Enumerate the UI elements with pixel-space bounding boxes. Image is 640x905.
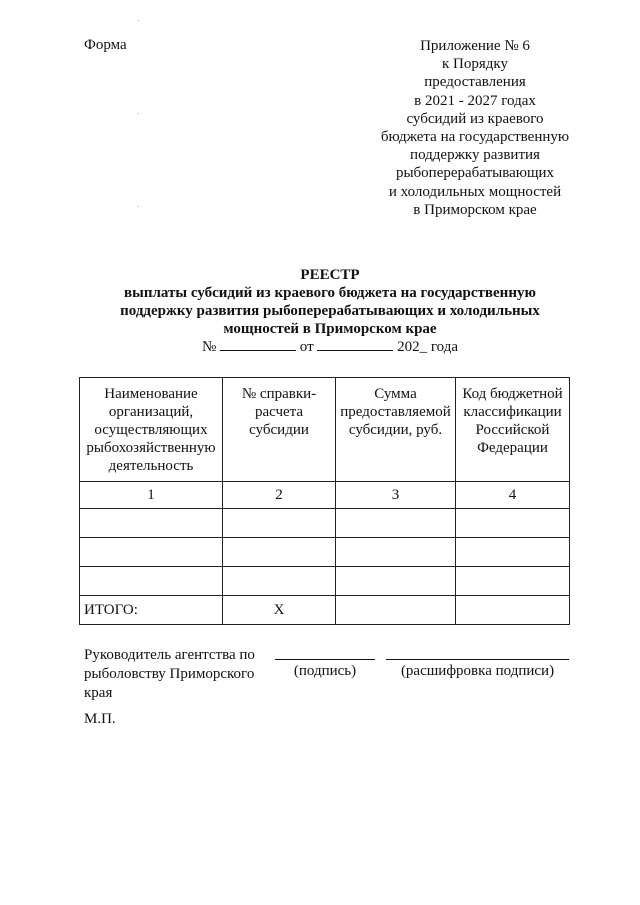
number-sign: №: [201, 339, 217, 355]
year-suffix: года: [430, 339, 459, 355]
header-certificate-number: № справки-расчета субсидии: [223, 378, 336, 482]
total-mark: X: [223, 596, 336, 625]
title-line: поддержку развития рыбоперерабатывающих и холодильных: [120, 303, 540, 319]
total-code-cell: [456, 596, 570, 625]
total-amount-cell: [336, 596, 456, 625]
total-row: [80, 596, 570, 625]
table-cell: [456, 538, 570, 567]
table-cell: [223, 567, 336, 596]
table-cell: [456, 567, 570, 596]
table-cell: [80, 538, 223, 567]
header-budget-code: Код бюджетной классификации Российской Федерации: [456, 378, 570, 482]
table-header-row: [80, 378, 570, 482]
signature-line: [275, 659, 375, 660]
appendix-line: и холодильных мощностей: [388, 183, 562, 200]
date-from-label: от: [299, 339, 314, 355]
appendix-line: в Приморском крае: [413, 201, 537, 218]
table-row: [80, 538, 570, 567]
table-row: [80, 567, 570, 596]
year-prefix: 202_: [397, 339, 428, 355]
signature-caption: (подпись): [293, 663, 357, 679]
appendix-line: бюджета на государственную: [380, 129, 570, 146]
signature-decoding-line: [386, 659, 569, 660]
table-cell: [336, 509, 456, 538]
table-row: [80, 509, 570, 538]
appendix-line: в 2021 - 2027 годах: [414, 92, 536, 109]
appendix-block: [370, 37, 580, 219]
document-title: [60, 266, 600, 338]
number-blank: [220, 338, 296, 351]
appendix-line: субсидий из краевого: [406, 110, 544, 127]
date-blank: [317, 338, 393, 351]
form-label: Форма: [84, 37, 127, 53]
decoding-caption: (расшифровка подписи): [400, 663, 555, 679]
scan-speck: [138, 20, 139, 21]
column-number: 4: [456, 482, 570, 509]
table-cell: [80, 509, 223, 538]
register-table: [79, 377, 570, 625]
table-cell: [336, 538, 456, 567]
appendix-line: Приложение № 6: [420, 38, 530, 54]
title-line: РЕЕСТР: [300, 267, 360, 283]
column-number: 3: [336, 482, 456, 509]
appendix-line: предоставления: [424, 74, 526, 91]
title-line: выплаты субсидий из краевого бюджета на государственную: [124, 285, 536, 301]
table-cell: [223, 538, 336, 567]
table-cell: [80, 567, 223, 596]
column-number-row: [80, 482, 570, 509]
column-number: 1: [80, 482, 223, 509]
appendix-line: рыбоперерабатывающих: [395, 165, 555, 182]
stamp-label: М.П.: [84, 711, 116, 727]
column-number: 2: [223, 482, 336, 509]
table-cell: [456, 509, 570, 538]
signatory-position: Руководитель агентства по рыболовству Приморского края: [84, 647, 255, 701]
scan-speck: [138, 206, 139, 207]
appendix-line: поддержку развития: [410, 147, 540, 164]
table-cell: [336, 567, 456, 596]
table-cell: [223, 509, 336, 538]
total-label: ИТОГО:: [80, 596, 223, 625]
header-subsidy-amount: Сумма предоставляемой субсидии, руб.: [336, 378, 456, 482]
scan-speck: [138, 113, 139, 114]
title-line: мощностей в Приморском крае: [223, 321, 437, 337]
register-number-line: [60, 338, 600, 356]
appendix-line: к Порядку: [442, 56, 508, 73]
header-organization: Наименование организаций, осуществляющих рыбохозяйственную деятельность: [80, 378, 223, 482]
